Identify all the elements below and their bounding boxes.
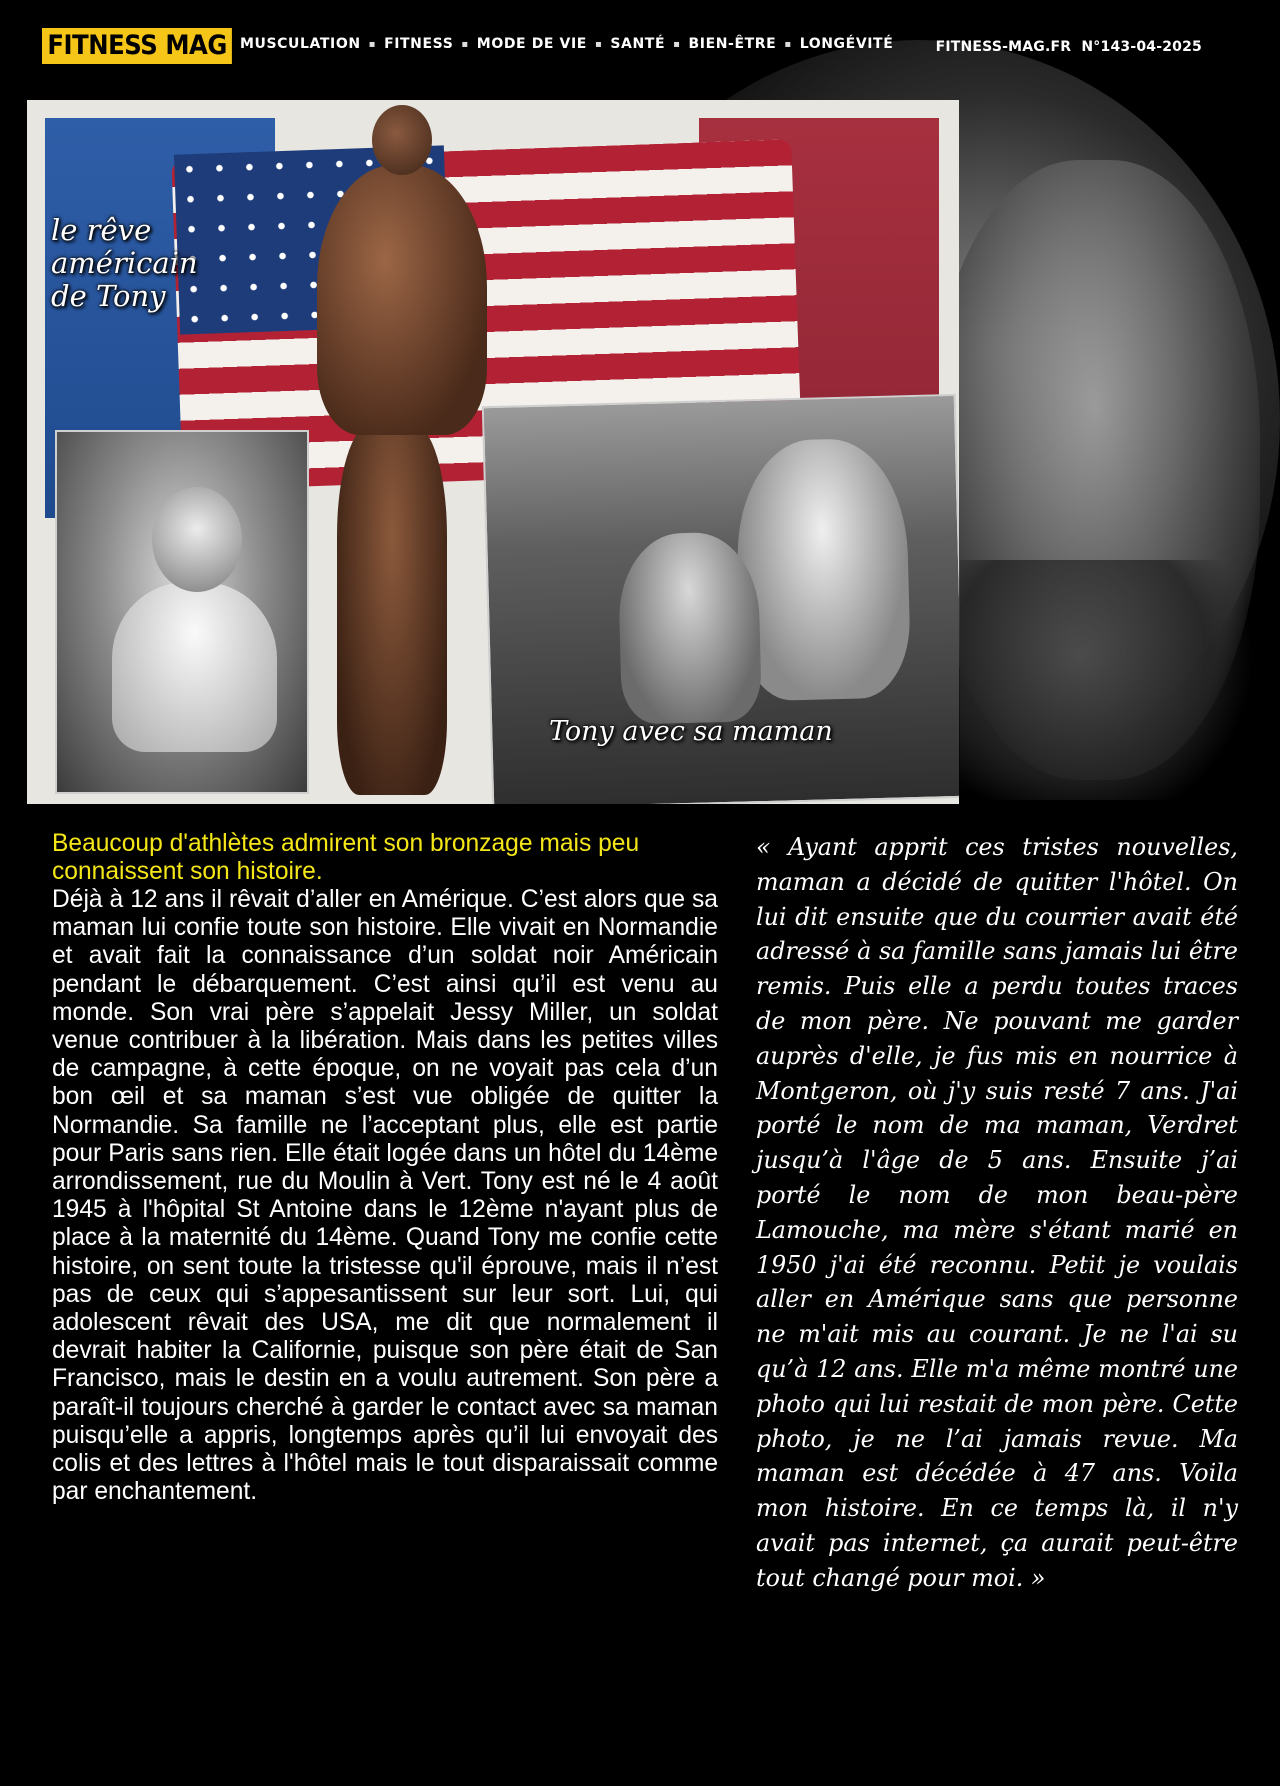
nav-separator: ▪ [461,38,469,50]
bodybuilder-figure [317,105,487,795]
nav-item-sante[interactable]: SANTÉ [610,36,666,52]
photo-collage [27,100,959,804]
nav-item-mode-de-vie[interactable]: MODE DE VIE [476,36,587,52]
baby-photo [55,430,309,794]
bodybuilder-torso [317,165,487,435]
article-lead: Beaucoup d'athlètes admirent son bronzage mais peu connaissent son histoire. [52,830,640,885]
article-body: Déjà à 12 ans il rêvait d’aller en Amérique. C’est alors que sa maman lui confie toute son histoire. Elle vivait en Normandie et avait fait la connaissance d’un soldat noir Américain pendant le débarquement. C’est ainsi qu’il est venu au monde. Son vrai père s’appelait Jessy Miller, un soldat venue contribuer à la libération. Mais dans les petites villes de campagne, à cette époque, on ne voyait pas cela d’un bon œil et sa maman s’est vue obligée de quitter la Normandie. Sa famille ne l’acceptant plus, elle est partie pour Paris sans rien. Elle était logée dans un hôtel du 14ème arrondissement, rue du Moulin à Vert. Tony est né le 4 août 1945 à l'hôpital St Antoine dans le 12ème n'ayant plus de place à la maternité du 14ème. Quand Tony me confie cette histoire, on sent toute la tristesse qu'il éprouve, mais il n’est pas de ceux qui s’appesantissent sur leur sort. Lui, qui adolescent rêvait des USA, me dit que normalement il devrait habiter la Californie, puisque son père était de San Francisco, mais le destin en a voulu autrement. Son père a paraît-il toujours cherché à garder le contact avec sa maman puisqu’elle a appris, longtemps après qu’il lui envoyait des colis et des lettres à l'hôtel mais le tout disparaissait comme par enchantement. [52,886,718,1506]
nav-separator: ▪ [784,38,792,50]
caption-line: américain [51,246,198,280]
caption-line: le rêve [51,213,152,247]
baby-head [152,487,242,592]
nav-separator: ▪ [594,38,603,50]
header [0,28,1280,68]
nav-separator: ▪ [673,38,681,50]
bodybuilder-legs [337,425,447,795]
issue-number: FITNESS-MAG.FR N°143-04-2025 [935,39,1202,55]
mother-figure [735,437,912,701]
nav-item-musculation[interactable]: MUSCULATION [240,36,361,52]
bodybuilder-head [372,105,432,175]
caption-american-dream [51,214,221,313]
nav-separator: ▪ [368,38,377,50]
article-main-column [52,830,718,1506]
nav-item-longevite[interactable]: LONGÉVITÉ [799,36,894,52]
nav-item-fitness[interactable]: FITNESS [384,36,454,52]
category-nav [240,36,893,52]
baby-figure [112,582,277,752]
background-splatter [960,560,1260,800]
caption-tony-with-mother: Tony avec sa maman [549,716,833,747]
nav-item-bien-etre[interactable]: BIEN-ÊTRE [688,36,777,52]
child-figure [617,531,762,725]
caption-line: de Tony [51,279,166,313]
magazine-logo[interactable]: FITNESS MAG [42,28,232,64]
article-quote: « Ayant apprit ces tristes nouvelles, maman a décidé de quitter l'hôtel. On lui dit ensuite que du courrier avait été adressé à sa famille sans jamais lui être remis. Puis elle a perdu toutes traces de mon père. Ne pouvant me garder auprès d'elle, je fus mis en nourrice à Montgeron, où j'y suis resté 7 ans. J'ai porté le nom de ma maman, Verdret jusqu’à l'âge de 5 ans. Ensuite j’ai porté le nom de mon beau-père Lamouche, ma mère s'étant marié en 1950 j'ai été reconnu. Petit je voulais aller en Amérique sans que personne ne m'ait mis au courant. Je ne l'ai su qu’à 12 ans. Elle m'a même montré une photo qui lui restait de mon père. Cette photo, je ne l’ai jamais revue. Ma maman est décédée à 47 ans. Voila mon histoire. En ce temps là, il n'y avait pas internet, ça aurait peut-être tout changé pour moi. » [756,833,1238,1592]
